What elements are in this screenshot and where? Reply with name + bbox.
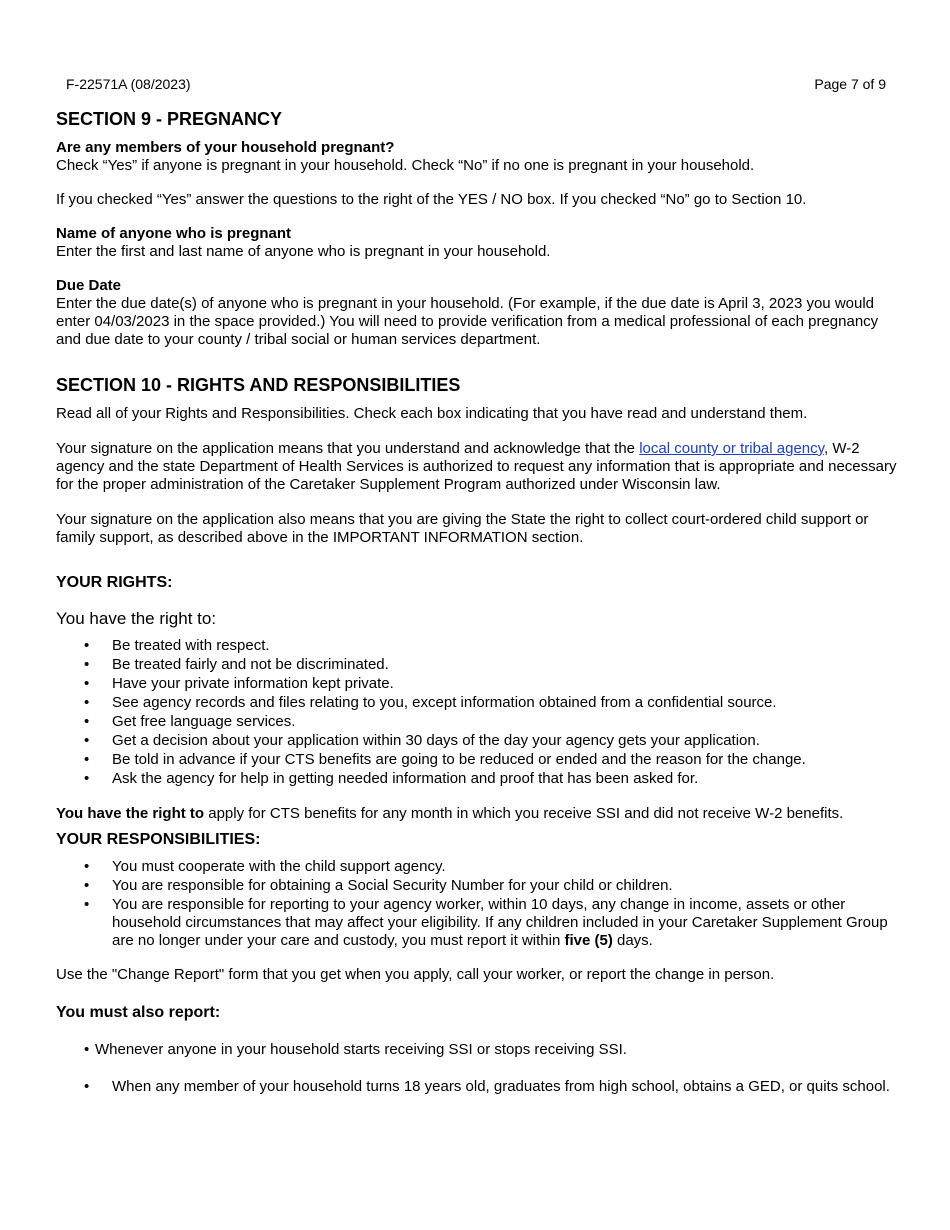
list-item: • When any member of your household turns 18 years old, graduates from high school, obtains a GED, or quits school. [56,1078,898,1096]
page-number: Page 7 of 9 [814,76,886,92]
page-header [66,75,886,93]
pregnancy-question-text: Check “Yes” if anyone is pregnant in your household. Check “No” if no one is pregnant in your household. [56,157,755,174]
responsibilities-title: YOUR RESPONSIBILITIES: [56,831,261,848]
list-item: • Be told in advance if your CTS benefits are going to be reduced or ended and the reason for the change. [56,751,898,769]
pregnancy-question-label: Are any members of your household pregnant? [56,139,395,156]
signature-authorization-paragraph: Your signature on the application means that you understand and acknowledge that the local county or tribal agency, W-2 agency and the state Department of Health Services is authorized to request any information that is appropriate and necessary for the proper administration of the Caretaker Supplement Program authorized under Wisconsin law. [56,440,897,493]
list-item: • Have your private information kept private. [56,675,898,693]
rights-title: YOUR RIGHTS: [56,574,173,591]
list-item: • You must cooperate with the child support agency. [56,858,898,876]
pregnancy-instructions: If you checked “Yes” answer the questions to the right of the YES / NO box. If you checked “No” go to Section 10. [56,191,807,208]
list-item: • You are responsible for obtaining a Social Security Number for your child or children. [56,877,898,895]
list-item: • See agency records and files relating to you, except information obtained from a confidential source. [56,694,898,712]
pregnant-name-label: Name of anyone who is pregnant [56,225,292,242]
local-agency-link[interactable]: local county or tribal agency [639,440,825,457]
cts-right-paragraph: You have the right to apply for CTS benefits for any month in which you receive SSI and did not receive W-2 benefits. [56,805,844,822]
list-item: • Be treated with respect. [56,637,898,655]
section10-intro: Read all of your Rights and Responsibilities. Check each box indicating that you have read and understand them. [56,405,808,422]
signature-support-paragraph: Your signature on the application also means that you are giving the State the right to collect court-ordered child support or family support, as described above in the IMPORTANT INFORMATION section. [56,511,869,546]
section9-title: SECTION 9 - PREGNANCY [56,109,283,129]
form-id: F-22571A (08/2023) [66,76,191,92]
due-date-label: Due Date [56,277,122,294]
list-item: • You are responsible for reporting to your agency worker, within 10 days, any change in income, assets or other household circumstances that may affect your eligibility. If any children included in your Caretaker Supplement Group are no longer under your care and custody, you must report it within five (5) days. [56,896,898,950]
page-content [56,108,898,1097]
responsibilities-list [56,858,898,950]
also-report-item-ssi: • Whenever anyone in your household starts receiving SSI or stops receiving SSI. [56,1041,898,1059]
change-report-paragraph: Use the "Change Report" form that you get when you apply, call your worker, or report the change in person. [56,966,775,983]
list-item: • Get a decision about your application within 30 days of the day your agency gets your application. [56,732,898,750]
due-date-text: Enter the due date(s) of anyone who is pregnant in your household. (For example, if the due date is April 3, 2023 you would enter 04/03/2023 in the space provided.) You will need to provide verification from a medical professional of each pregnancy and due date to your county / tribal social or human services department. [56,295,879,348]
list-item: • Be treated fairly and not be discriminated. [56,656,898,674]
also-report-list [56,1078,898,1096]
list-item: • Get free language services. [56,713,898,731]
list-item: • Ask the agency for help in getting needed information and proof that has been asked for. [56,770,898,788]
rights-intro: You have the right to: [56,609,217,628]
rights-list [56,637,898,788]
section10-title: SECTION 10 - RIGHTS AND RESPONSIBILITIES [56,375,461,395]
also-report-title: You must also report: [56,1004,221,1021]
pregnant-name-text: Enter the first and last name of anyone who is pregnant in your household. [56,243,551,260]
